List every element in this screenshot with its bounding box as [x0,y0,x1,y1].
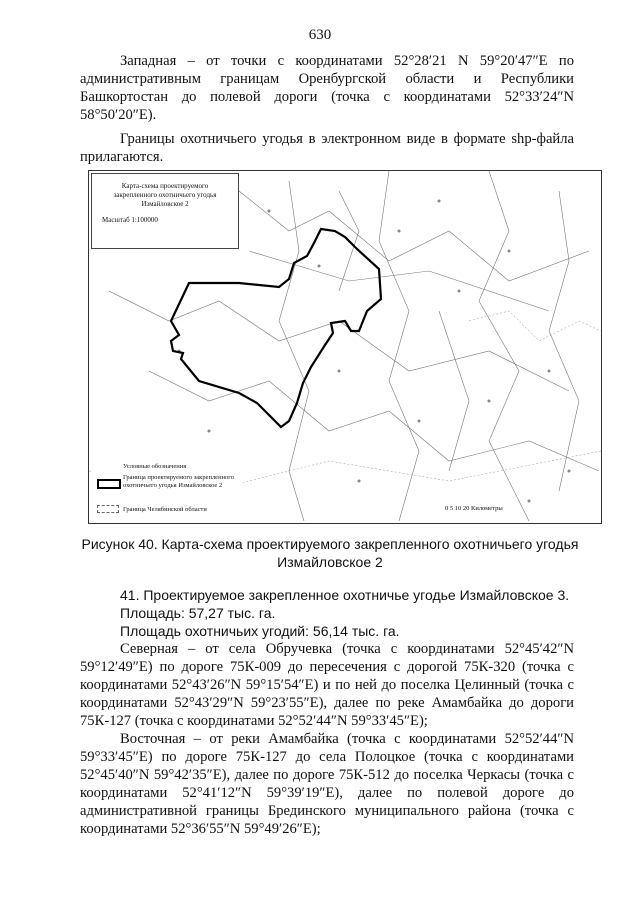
map-title-box [91,173,239,249]
map-title-line1: Карта-схема проектируемого [121,182,209,190]
map-scalebar: 0 5 10 20 Километры [445,505,503,512]
legend-boundary-label: Граница проектируемого закрепленного охотничьего угодья Измайловское 2 [123,474,235,489]
map-legend [93,455,243,519]
legend-heading: Условные обозначения [123,463,187,470]
legend-region-label: Граница Челябинской области [123,506,207,513]
page-number: 630 [308,27,332,43]
eastern-boundary-text: Восточная – от реки Амамбайка (точка с координатами 52°52′44″N 59°33′45″E) по дороге 75К-127 до села Полоцкое (точка с координатами 52°45′40″N 59°42′35″E), далее по дороге 75К-512 до поселка Черкасы (точка с координатами 52°41′12″N 59°39′19″E), далее по полевой дороге до административной границы Брединского муниципального района (точка с координатами 52°36′55″N 59°49′26″E); [80,731,574,837]
western-boundary-text: Западная – от точки с координатами 52°28′21 N 59°20′47″E по административным границам Оренбургской области и Республики Башкортостан до полевой дороги (точка с координатами 52°33′24″N 58°50′20″E). [80,53,574,123]
legend-boundary-swatch [97,479,121,489]
northern-boundary-text: Северная – от села Обручевка (точка с координатами 52°45′42″N 59°12′49″E) по дороге 75К-009 до пересечения с дорогой 75К-320 (точка с координатами 52°43′26″N 59°15′54″E) и по ней до поселка Целинный (точка с координатами 52°43′29″N 59°23′55″E), далее по реке Амамбайка до дороги 75К-127 (точка с координатами 52°52′44″N 59°33′45″E); [80,641,574,729]
figure-caption: Рисунок 40. Карта-схема проектируемого закрепленного охотничьего угодья Измайловское 2 [81,536,579,570]
section-area: Площадь: 57,27 тыс. га. [120,605,276,621]
shp-note-text: Границы охотничьего угодья в электронном виде в формате shp-файла прилагаются. [80,131,574,165]
map-title-line3: Измайловское 2 [141,200,189,208]
map-figure [88,170,602,524]
map-scale: Масштаб 1:100000 [102,216,158,224]
map-title-line2: закрепленного охотничьего угодья [113,191,217,199]
legend-region-swatch [97,505,119,513]
section-heading: 41. Проектируемое закрепленное охотничье угодье Измайловское 3. [120,587,570,603]
section-hunting-area: Площадь охотничьих угодий: 56,14 тыс. га. [120,623,400,639]
